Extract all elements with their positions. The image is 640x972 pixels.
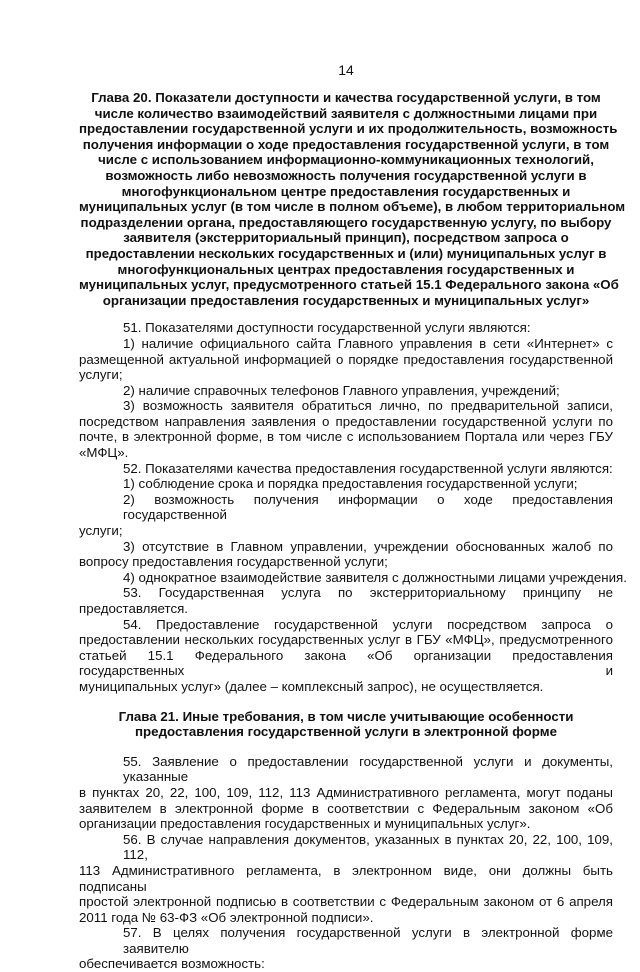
heading-line: получения информации о ходе предоставления государственной услуги, в том [82,136,610,152]
paragraph-line: 51. Показателями доступности государственной услуги являются: [123,320,531,336]
paragraph-line: предоставлении нескольких государственных услуг в ГБУ «МФЦ», предусмотренного [79,632,613,648]
paragraph-line: 57. В целях получения государственной услуги в электронной форме заявителю [123,925,613,956]
chapter-20-heading [79,90,626,308]
paragraph-line: в пунктах 20, 22, 100, 109, 112, 113 Административного регламента, могут поданы [79,784,613,800]
paragraph-line: предоставляется. [79,601,188,616]
heading-line: Глава 21. Иные требования, в том числе учитывающие особенности [118,708,574,724]
paragraph-line: обеспечивается возможность: [79,956,265,972]
heading-line: многофункциональных центрах предоставления государственных и [117,261,575,277]
paragraph-line: 1) наличие официального сайта Главного управления в сети «Интернет» с [123,335,613,351]
paragraph-line: 113 Административного регламента, в электронном виде, они должны быть подписаны [79,862,613,894]
heading-line: заявителя (экстерриториальный принцип), посредством запроса о [123,230,569,246]
heading-line: организации предоставления государственных и муниципальных услуг» [102,292,590,308]
paragraph-line: простой электронной подписью в соответствии с Федеральным законом от 6 апреля [79,894,613,910]
heading-line: муниципальных услуг, предусмотренного статьей 15.1 Федерального закона «Об [79,277,619,293]
paragraph-line: 4) однократное взаимодействие заявителя с должностными лицами учреждения. [123,569,627,585]
chapter-21-heading [79,709,613,740]
paragraph-line: почте, в электронной форме, в том числе с использованием Портала или через ГБУ [79,429,613,445]
paragraph-line: вопросу предоставления государственной услуги; [79,554,388,570]
paragraph-line: 3) отсутствие в Главном управлении, учреждении обоснованных жалоб по [123,538,613,554]
paragraph-line: 55. Заявление о предоставлении государственной услуги и документы, указанные [123,753,613,785]
paragraph-line: 2) возможность получения информации о ходе предоставления государственной [123,491,613,523]
paragraph-line: услуги; [79,523,123,539]
chapter-20-body [79,320,627,694]
paragraph-line: 53. Государственная услуга по экстерриториальному принципу не [123,585,613,601]
paragraph-line: услуги; [79,367,123,383]
heading-line: многофункциональном центре предоставления государственных и [121,183,571,199]
heading-line: числе количество взаимодействий заявителя с должностными лицами при [94,105,598,121]
heading-line: муниципальных услуг (в том числе в полном объеме), в любом территориальном [79,199,626,215]
heading-line: числе с использованием информационно-коммуникационных технологий, [98,152,594,168]
heading-line: предоставления государственной услуги в электронной форме [135,724,557,740]
heading-line: предоставлении государственной услуги и их продолжительность, возможность [79,121,618,137]
heading-line: Глава 20. Показатели доступности и качества государственной услуги, в том [91,90,601,105]
paragraph-line: посредством направления заявления о предоставлении государственной услуги по [79,413,613,429]
heading-line: подразделении органа, предоставляющего государственную услугу, по выбору [80,214,612,230]
paragraph-line: размещенной актуальной информацией о порядке предоставления государственной [79,351,613,367]
paragraph-line: 1) соблюдение срока и порядка предоставления государственной услуги; [123,476,578,492]
paragraph-line: 54. Предоставление государственной услуги посредством запроса о [123,616,613,632]
heading-line: предоставлении нескольких государственных и (или) муниципальных услуг в [85,245,607,261]
paragraph-line: 3) возможность заявителя обратиться лично, по предварительной записи, [123,398,613,414]
paragraph-line: заявителем в электронной форме в соответствии с Федеральным законом «Об [79,800,613,816]
paragraph-line: 2) наличие справочных телефонов Главного управления, учреждений; [123,382,560,398]
paragraph-line: 52. Показателями качества предоставления государственной услуги являются: [123,460,613,476]
paragraph-line: статьей 15.1 Федерального закона «Об организации предоставления государственных и [79,647,613,679]
chapter-21-body [79,754,613,972]
heading-line: возможность либо невозможность получения государственной услуги в [105,167,587,183]
paragraph-line: 2011 года № 63-ФЗ «Об электронной подписи». [79,909,374,925]
paragraph-line: организации предоставления государственных и муниципальных услуг». [79,816,531,832]
page-number: 14 [338,62,354,78]
paragraph-line: «МФЦ». [79,445,129,461]
paragraph-line: муниципальных услуг» (далее – комплексный запрос), не осуществляется. [79,678,544,694]
paragraph-line: 56. В случае направления документов, указанных в пунктах 20, 22, 100, 109, 112, [123,831,613,863]
